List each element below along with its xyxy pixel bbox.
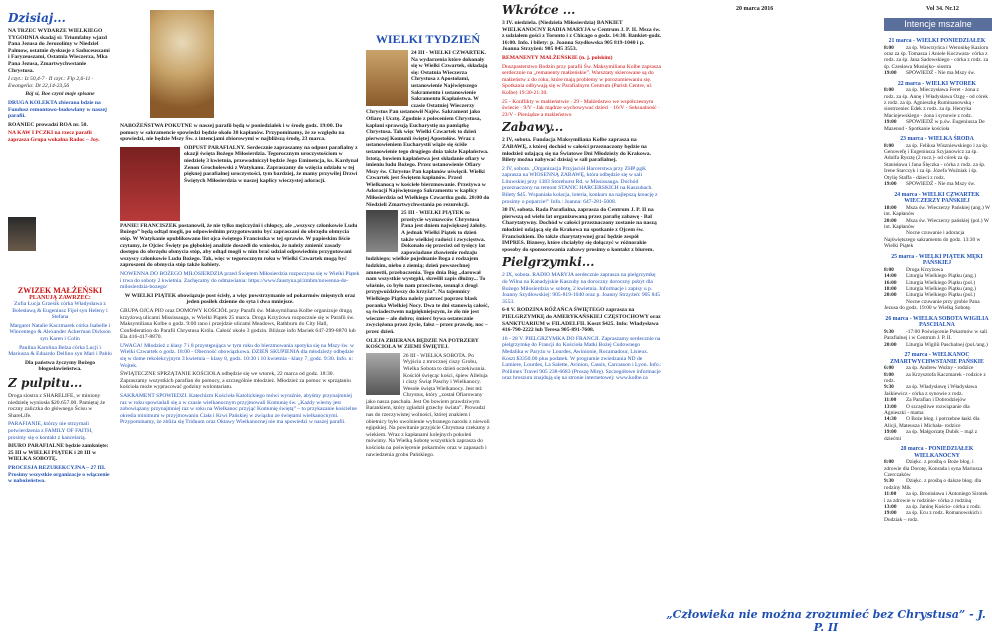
intencje-time: 11:00 bbox=[884, 491, 897, 498]
pielgrzymki-p2: 6-8 V. RODZINA RÓŻAŃCA ŚWIĘTEGO zaprasza na PIELGRZYMKĘ do AMERYKAŃSKIEJ CZĘSTOCHOWY oraz SANKTUARIUM w FILADELFII. Koszt $425. Info: Władysława 416-790-2222 lub Teresa 905-891-7608. bbox=[502, 307, 661, 334]
uwaga: UWAGA! Młodzież z klasy 7 i 8 przystępująca w tym roku do bierzmowania spotyka się na Mszy św. w Wielki Czwartek o godz. 18:00 - Obecność obowiązkowa. DZIEŃ SKUPIENIA dla młodzieży odbędzie się w dome rekolekcyjnym 3 kwietnia – klasy 8, godz. 10:30 i 10 kwietnia - klasy 7, godz. 9:30. Info. u: Wojtek. bbox=[120, 342, 355, 369]
intencje-text: za śp. Władysławę i Władysława Jaśkiewicz - córka z synowie z rodz. bbox=[884, 384, 977, 397]
intencje-row bbox=[884, 70, 990, 76]
intencje-text: za śp. Małgorzatę Dubik – mąż z dziećmi bbox=[884, 429, 978, 442]
wielki-czwartek: 24 III - WIELKI CZWARTEK. Na wydarzenia które dokonały się w Wielki Czwartek, składają się: Ostatnia Wieczerza Chrystusa z Apostołami, ustanowienie Najświętszego Sakramentu i ustanowienie Sakramentu Kapłaństwa. W czasie Ostatniej Wieczerzy Chrystus Pan ustanowił Najśw. Sakrament jako Ofiarę i Ucztę. Zgodnie z poleceniem Chrystusa, kapłani sprawują Eucharystię na pamiątkę Chrystusa. Tak więc Wielki Czwartek to dzień pierwszej Komunii świętej Apostołów. Wraz z ustanowieniem Eucharystii wiąże się ściśle ustanowienie tego drugiego dnia także Kapłaństwa. Istotą, bowiem kapłaństwa jest składanie ofiary w imieniu ludu Bożego. Przez ustanowienie Ofiary Mszy św. Chrystus Pan kapłanów uświęcił. Wielki Czwartek jest Świętem kapłanów. Przed Wielkanocą w kościele bierzmowanie. Przeżywa w Adoracji Najświętszego Sakramentu w kaplicy Miłosierdzia od Wielkiego Czwartku godz. 20:00 do Niedzieli Zmartwychwstania po rezurekcji. bbox=[366, 50, 490, 208]
intencje-time: 8:00 bbox=[884, 459, 894, 466]
zwiazek-closing: Dla państwa życzymy Bożego błogosławieństwa. bbox=[24, 359, 96, 373]
pielgrzymki-p1: 2 IX, sobota. RADIO MARYJA serdecznie zaprasza na pielgrzymkę do Wilna na Kanadyjskie Kaszuby na doroczny doroczny pobyt dla Bożego Miłosierdzia w sobotę, 2 kwietnia. Informacje i zapisy u p. Joanny Szydłowskiej: 905-819-1040 oraz p. Joanny Strzyżeń: 905 845 3553. bbox=[502, 272, 660, 305]
intencje-text: O Boże błog. i potrzebne łaski dla Alicji, Mateusza i Michała- rodzice bbox=[884, 416, 980, 429]
intencje-day-heading: 24 marca - WIELKI CZWARTEK WIECZERZY PAŃSKIEJ bbox=[894, 191, 980, 205]
dzisiaj-lead: NA TRZEC WYDARZE WIELKIEGO TYGODNIA skadaj si: Triumfalny wjazd Pana Jezusa do Jerozolimy w Niedziel Palmow, ostatnie dyskusje z Saduceuszami i Faryzeuszami, Ostatnia Wieczerza, Mka Pana Jezusa, Zmartwychwstanie Chrystusa. bbox=[8, 28, 110, 74]
wkrotce-title: Wkrótce ... bbox=[502, 4, 576, 17]
tomb-image bbox=[366, 353, 400, 395]
intencje-row bbox=[884, 416, 990, 429]
wkrotce-bankiet: 3 IV. niedziela. (Niedziela Miłosierdzia) BANKIET WIELKANOCNY RADIA MARYJA w Centrum J. P. II. Msza św. z udziałem gości z Toronto i z Chicago o godz. 14:30. Bankiet-godz. 16:00. Info. i bilety: p. Joanna Szydłowska 905 819-1040 i p. Joanna Strzyżeń: 905 845 3553. bbox=[502, 20, 662, 53]
intencje-row bbox=[884, 384, 990, 397]
intencje-row bbox=[884, 299, 990, 312]
intencje-text: za śp. Ecu z rodz. Romanowskich i Dudziak – rodz. bbox=[884, 510, 982, 523]
intencje-time: 8:00 bbox=[884, 266, 894, 273]
intencje-text: za śp. Wawrzyńca i Weronikę Kazioru oraz za śp. Tomasza i Aniele Koczwara- córka z rodz. za śp. Jana Sadowskiego - córka z rodz. za śp. Czesława Musiejko- siostra bbox=[884, 44, 989, 70]
cardinal-photo bbox=[120, 147, 180, 221]
odpust: ODPUST PARAFIALNY. Serdecznie zapraszamy na odpust parafialny z okazji święta Bożego Miłosierdzia. Tegorocznym uroczystościom w niedzielę 3 kwietnia, przewodniczył będzie Jego Eminencja, ks. Kardynał Zenon Grocholewski z Watykanu. Zapraszamy do wzięcia udziału w tej pięknej parafialnej uroczystości, tym bardziej, że mamy przywilej Drzwi Świętych Miłosierdzia w naszej kaplicy wieczystej adoracji. bbox=[184, 144, 359, 184]
remanenty-dates: 25 - Konflikty w małżeństwie · 29 - Małżeństwo we współczesnym świecie · 9/V - Jak mądrze wychowywać dzieci · 16/V - Seksualność · 23/V - Pieniądze a małżeństwo bbox=[502, 98, 660, 118]
zwiazek-title: ZWIZEK MAŁŻEŃSKI bbox=[17, 285, 103, 295]
couple-2: Margaret Natalie Kaczmarek córka Isabelle i Wincentego & Alexander Ackerman Dickson syn Karen i Colin bbox=[9, 322, 111, 343]
intencje-time: 6:00 bbox=[884, 365, 894, 372]
intencje-time: 19:00 bbox=[884, 119, 897, 126]
zpulpitu-p4: PROCESJA REZUREKCYJNA – 27 III. Prosimy wszystkie organizacje o włączenie w nabożeństwo. bbox=[8, 464, 110, 485]
zabawy-p3: 30 IV, sobota. Rada Parafialna, zaprasza do Centrum J. P. II na pierwszą od wielu lat organizowaną przez parafię zabawę - Bal Charytatywny. Dochód w całości przeznaczony zostanie na naszą młodzież udającą się do Krakowa na spotkanie z Ojcem św. Franciszkiem. Do także charytatywnej grać będzie zespół IMPRES. Biznesy, które chciałyby się dołączyć w różnorakie sposoby do sponsorowania zabawy prosimy o kontakt z biurem. bbox=[502, 207, 657, 253]
intencje-text: -17:00 Poświęcenie Pokarmów w sali Parafialnej i w Centrum J. P. II. bbox=[884, 328, 988, 342]
olej: OLEJA ZBIERANA BĘDZIE NA POTRZEBY KOŚCIOŁA W ZIEMI ŚWIĘTEJ. bbox=[366, 337, 479, 351]
right-page bbox=[496, 0, 992, 642]
intencje-row bbox=[884, 119, 990, 132]
intencje-text: SPOWIEDŹ w p.św. Eugeniusza De Mazenod - Spotkanie kościoła bbox=[884, 119, 985, 132]
zpulpitu-p1: Droga siostra z SHARELIFE, w miniony niedzielę wyniosła $20.657.00. Pamiętaj że roczny zaliczka do głównego Ścisu w ShareLife. bbox=[8, 393, 106, 419]
intencje-time: 19:00 bbox=[884, 510, 897, 517]
intencje-row bbox=[884, 218, 990, 231]
dzisiaj-title: Dzisiaj... bbox=[8, 12, 66, 25]
wielka-sobota: 26 III - WIELKA SOBOTA. Po Wyjściu z mrocznej ciszy Grobu, Wielka Sobota to dzień oczekiwania. Kościół święcąc kości, śpiew Alleluja i ciszy Świąt Paschy i Wielkanocy. Wesołe święta Wielkanocy. Jest też Chrystus, który „został Ofiarowany jako nasza paschała. Jest On bowiem prawdziwym Barankiem, który zgładził grzechy świata”. Prowadzi nas do rzeczywistej wolności, której znakiem i obietnicy było uwolnienie wybranego narodu z niewoli egipskiej. Na powitanie przyjście Chrystusa czekamy z wiekiem. Wraz z kapłanami kolejnych pokoleń mówimy. Na Wielką Sobotę wszystkich zaprasza do kościoła na poświęcenie pokarmów oraz w zapasach i nawiedzenia grobu Pańskiego. bbox=[366, 352, 490, 458]
intencje-text: Nocne czuwanie przy grobie Pana Jezusa do godz. 19:00 w Wielką Sobotę. bbox=[884, 298, 980, 312]
issue-volume: Vol 34. Nr.12 bbox=[926, 6, 959, 12]
dzisiaj-column bbox=[8, 12, 112, 636]
intencje-text: Dziękc. z prośbą o dalsze błog. dla rodziny Mik bbox=[884, 478, 982, 491]
intencje-day-heading: 27 marca - WIELKANOC ZMARTWYCHWSTANIE PAŃSKIE bbox=[890, 351, 984, 365]
intencje-text: Za Parafian i Dobrodziejów bbox=[906, 397, 967, 404]
intencje-time: 14:30 bbox=[884, 416, 897, 423]
intencje-time: 19:00 bbox=[884, 70, 897, 77]
intencje-time: 19:00 bbox=[884, 429, 897, 436]
intencje-band: Intencje mszalne bbox=[884, 18, 992, 31]
intencje-row bbox=[884, 342, 990, 348]
intencje-day-heading: 21 marca - WIELKI PONIEDZIAŁEK bbox=[888, 38, 986, 44]
announcements-column bbox=[120, 10, 360, 636]
intencje-row bbox=[884, 230, 990, 249]
intencje-time: 20:00 bbox=[884, 292, 897, 299]
intencje-row bbox=[884, 181, 990, 187]
zpulpitu-p3: BIURO PARAFIALNE będzie zamknięte: 25 III w WIELKI PIĄTEK i 28 III w WIELKA SOBOTĘ. bbox=[8, 443, 109, 463]
wielki-piatek: 25 III - WIELKI PIĄTEK to przeżycie wyznawców Chrystusa Pana jest dniem największej żałoby. A jednak Wielki Piątek to dzień także wielkiej radości i zwycięstwa. Dokonało się przecież od tysięcy lat zapowiadane zbawienie rodzaju ludzkiego; wielkie pojednanie Boga z rodzajem ludzkim, niebo z ziemią; dzień powszechnej amnestii, przebaczenia. Tego dnia Bóg „darował nam wszystkie występki, skreślił zapis dłużny... To właśnie, co było nam przeciwne, usunął z drogi przygwoździwszy do krzyża”. Na tajemnicy Wielkiego Piątku należy patrzeć poprzez blask poranka Wielkiej Nocy. Dwa te dni stanowią całość, są świadectwem najpiękniejszym, że zło nie jest wieczne – ale dobro; śmierć bywa ostatecznie zwyciężona przez życie, fałsz – przez prawdę, noc – przez dzień. bbox=[366, 210, 490, 335]
dzisiaj-quote: Bój si, Boe czyni moje spisane bbox=[25, 91, 95, 98]
zabawy-p2: 2 IV, sobota. „Organizacja Przyjaciół Harcerstwa przy ZHP pgK zaprasza na WIOSENNĄ ZABAWĘ, która odbędzie się w sali Lituwskiej przy 1383 Storehurst Rd. w Mississauga. Dochód przeznaczony na remont STANIC HARCERSKICH na Kaszubach. Bilety $45. Wspaniała kolacja, loteria, konkurs na najlepszą kreację z prosimy o poparcie!” Info.: Joanna: 647-281-5008. bbox=[502, 165, 658, 205]
rozaniec: ROANIEC prowadzi ROA nr. 50. bbox=[8, 121, 88, 128]
intencje-text: O szczęśliwe rozwiązanie dla Agnieszki - mama bbox=[884, 403, 970, 416]
wielki-piatek-post: W WIELKI PIĄTEK obowiązuje post ścisły, a więc powstrzymanie od pokarmów mięsnych oraz jeden posiłek dzienne do syta i dwa mniejsze. bbox=[124, 292, 356, 306]
intencje-time: 8:00 bbox=[884, 371, 894, 378]
intencje-text: SPOWIEDŹ - Nie ma Mszy św. bbox=[906, 70, 976, 77]
intencje-time: 16:00 bbox=[884, 279, 897, 286]
intencje-text: za Krzysztofa Kaczmarek - rodzice z rodz. bbox=[884, 371, 986, 384]
intencje-time: 13:00 bbox=[884, 504, 897, 511]
intencje-time: 8:00 bbox=[884, 44, 894, 51]
intencje-row bbox=[884, 205, 990, 218]
nowenna: NOWENNA DO BOŻEGO MIŁOSIERDZIA przed Świętem Miłosierdzia rozpoczyna się w Wielki Piątek i trwa do soboty 2 kwietnia. Zachęcamy do odmawiania: https://www.faustyna.pl/zmbm/nowenna-do-milosierdzia-bozego/ bbox=[120, 270, 360, 291]
intencje-text: Nocne czuwanie i adoracja Najświętszego sakramentu do godz. 13:30 w Wielki Piątek bbox=[884, 230, 981, 250]
intencje-row bbox=[884, 329, 990, 342]
intencje-text: SPOWIEDŹ - Nie ma Mszy św. bbox=[906, 181, 976, 188]
sprzatanie: ŚWIĄTECZNE SPRZĄTANIE KOŚCIOŁA odbędzie się we wtorek, 22 marca od godz. 18:30. Zapraszamy wszystkich parafian do pomocy, a szczególnie młodzież. Młodzież za pomoc w sprzątaniu kościoła może wypracować godziny wolontariatu. bbox=[120, 371, 351, 391]
wielki-tydzien-column bbox=[366, 10, 490, 636]
intencje-text: Liturgia Wielkiego Piątku (pol.) bbox=[906, 292, 976, 299]
druga-kolekta: DRUGA KOLEKTA zbierana bdzie na Fundusz remontowo-budowlany w naszej parafii. bbox=[8, 99, 107, 120]
intencje-text: za śp. Mieczysława Feret - żona z rodz. za śp. Annę i Władysława Ozgę - od córek z rodz. za śp. Agnieszkę Ruminanowską - siostrzeniec Edek z rodz. za śp. Henryka Maciejewskiego - żona i synowie z rodz. bbox=[884, 87, 988, 119]
couple-3: Paulina Karolina Belza córka Lucji i Mariusza & Eduardo Dellino syn Mari i Pablo bbox=[8, 344, 112, 358]
intencje-row bbox=[884, 143, 990, 181]
issue-date: 20 marca 2016 bbox=[736, 6, 774, 12]
intencje-day-heading: 26 marca - WIELKA SOBOTA WIGILIA PASCHALNA bbox=[885, 315, 989, 329]
intencje-time: 13:00 bbox=[884, 403, 897, 410]
remanenty-text: Duszpasterstwo Rodzin przy parafii Św. Maksymiliana Kolbe zaprasza serdecznie na „remanenty małżeńskie”. Warsztaty skierowane są do małżeństw z do roku, które mają problemy w porozumiewaniu się. Spotkania odbywają się w Parafialnym Centrum (Parish Centre, ul. Kolbe) 19:30-21:30. bbox=[502, 63, 662, 96]
intencje-time: 20:00 bbox=[884, 341, 897, 348]
intencje-time: 9:30 bbox=[884, 328, 894, 335]
intencje-time: 19:00 bbox=[884, 181, 897, 188]
couple-1: Zofia Łucja Grzesik córka Władysława z Bolesławą & Eugeniusz Fijoł syn Heleny i Stefana bbox=[12, 301, 108, 321]
dzisiaj-readings: I czyt.: Iz 50,4-7 · II czyt.: Flp 2,6-11 · Ewangelia: Dt 22,14-23,56 bbox=[8, 76, 94, 89]
intencje-text: Msza św. Wieczerzy pańskiej (pol.) W int. Kapłanów bbox=[884, 217, 989, 230]
intencje-day-heading: 23 marca - WIELKA ŚRODA bbox=[900, 136, 974, 143]
jp2-quote: „Człowieka nie można zrozumieć bez Chrystusa” - J. P. II bbox=[666, 608, 986, 634]
intencje-time: 11:00 bbox=[884, 397, 897, 404]
intencje-text: za śp. Andrew Woźny - rodzice bbox=[906, 365, 974, 372]
intencje-row bbox=[884, 87, 990, 119]
intencje-row bbox=[884, 491, 990, 504]
zpulpitu-p2: PARAFIANIE, którzy nie otrzymali potwierdzenia z FAMILY OF FAITH, prosimy się o kontakt z kancelarią. bbox=[8, 421, 93, 441]
franciszek: PANIE! FRANCISZEK postanowił, że nie tylko mężczyźni i chłopcy, ale „wszyscy członkowie Ludu Bożego” będą odtąd mogli, po odpowiednim przygotowaniu być zapraszani do obrzędu obmycia stóp. W Watykanie opublikowano list ojca świętego Franciszka w tej sprawie. W papieskim liście czytamy, że Ojciec Święty po głębokiej analizie doszedł do wniosku, że należy zmienić zasady dostępu do obrzędu obmycia stóp, aby odtąd mogli w nim brać udział odpowiednio przygotowani wszyscy członkowie Ludu Bożego. Tak, więc w tegorocznym roku w Wielki Czwartek mogą być zaproszeni do obmycia stóp także kobiety. bbox=[120, 222, 358, 269]
intencje-day-heading: 25 marca - WIELKI PIĄTEK MĘKI PAŃSKIEJ bbox=[891, 253, 983, 267]
intencje-text: za śp. Feliksa Wiszniewskiego i za śp. Genowefę i Eugeniusza Szyjanowicz za śp. Adolfa Rysztę (2 rocz.)- od córek za śp. Stanisława i Jana Ślęczka - córka z rodz. za śp. Irene Starczyk i za śp. Józefa Woźniak i śp. Otylię Staffa - dzieci z rodz. bbox=[884, 142, 989, 181]
intencje-text: Liturgia Wielkiego Piątku (ang.) bbox=[906, 285, 976, 292]
pielgrzymki-title: Pielgrzymki... bbox=[502, 255, 595, 270]
intencje-row bbox=[884, 478, 990, 491]
intencje-column bbox=[884, 34, 990, 604]
intencje-time: 9:30 bbox=[884, 384, 894, 391]
intencje-text: za śp. Bronisława i Antoniego Sirotek i za zdrowie w rodzinie- córka z rodziną bbox=[884, 491, 988, 504]
remanenty-title: REMANENTY MAŁŻEŃSKIE (n. j. polskim) bbox=[502, 54, 613, 61]
sakrament-spowiedzi: SAKRAMENT SPOWIEDZI. Katechizm Kościoła Katolickiego mówi wyraźnie, abyśmy przynajmniej raz w roku spowiadali się a w czasie wielkanocnym przyjmowali Komunię św. „Każdy wierny jest zobowiązany przynajmniej raz w roku na Wielkanoc przyjąć Komunię świętą” – to przykazanie kościelne określa minimum w przyjmowaniu Ciała i Krwi Pańskiej w związku ze świętami wielkanocnymi. Przypominamy, że zbliża się Triduum oraz Oktawy Wielkanocnej nie ma spowiedzi w naszej parafii. bbox=[120, 393, 357, 426]
intencje-row bbox=[884, 372, 990, 385]
intencje-time: 8:00 bbox=[884, 142, 894, 149]
intencje-time: 18:00 bbox=[884, 204, 897, 211]
intencje-text: za śp. Janinę Kościo- córka z rodz. bbox=[906, 504, 982, 511]
intencje-text: Droga Krzyżowa bbox=[906, 266, 943, 273]
intencje-text: Liturgia Wigilii Paschalnej (pol./ang.) bbox=[906, 341, 988, 348]
intencje-text: Liturgia Wielkiego Piątku (ang.) bbox=[906, 273, 976, 280]
intencje-time: 20:00 bbox=[884, 217, 897, 224]
zpulpitu-title: Z pulpitu... bbox=[8, 376, 83, 391]
intencje-time: 9:30 bbox=[884, 478, 894, 485]
intencje-row bbox=[884, 404, 990, 417]
intencje-text: Msza św. Wieczerzy Pańskiej (ang.) W int. Kapłanów bbox=[884, 204, 990, 218]
nun-photo bbox=[8, 217, 36, 251]
wkrotce-column bbox=[502, 4, 662, 636]
last-supper-image bbox=[366, 50, 408, 106]
cross-image bbox=[366, 210, 398, 252]
intencje-row bbox=[884, 429, 990, 442]
intencje-time: 18:00 bbox=[884, 285, 897, 292]
intencje-time: 14:00 bbox=[884, 273, 897, 280]
pokutne: NABOŻEŃSTWA POKUTNE w naszej parafii będą w poniedziałek i w środę godz. 19:00. Do pomocy w sakramencie spowiedzi będzie około 30 kapłanów. Przypominamy, że ze względu na spowiedzi, nie będzie Mszy Św. z intencjami zbiorowymi w najbliższą środę, 23 marca. bbox=[120, 123, 345, 143]
zabawy-p1: 2 IV, sobota. Fundacja Maksymiliana Kolbe zaprasza na ZABAWĘ, z której dochód w całości przeznaczony będzie na młodzież udającą się na Światowe Dni Młodzieży do Krakowa. Bilety można nabywać dzisiaj w sali parafialnej. bbox=[502, 137, 652, 164]
intencje-text: Liturgia Wielkiego Piątku (pol.) bbox=[906, 279, 976, 286]
zabawy-title: Zabawy... bbox=[502, 120, 564, 135]
grupa-pio: GRUPA OJCA PIO oraz DOMOWY KOŚCIÓŁ przy Parafii św. Maksymiliana Kolbe organizuje drugą krzyżową ulicami Mississauga, w Wielki Piątek 25 marca. Droga Krzyżowa rozpocznie się w Parafii św. Maksymiliana Kolbe o godz. 9:00 rano i przejdzie ulicami Meadows, Rathburn do City Hall, Confederation do Parafii Chrystusa Króla. Całość około 3 godzin. Bliższe info Maciek 647-299-8870 lub Ela 416-417-8870. bbox=[120, 307, 356, 341]
pielgrzymki-p3: 16 - 28 V. PIELGRZYMKA DO FRANCJI. Zapraszamy serdecznie na pielgrzymkę do Francji do Kościoła Matki Bożej Cudownego Medalika w Paryżu w Lourdes, Awinionie, Rocamadour, Lisieux. Koszt $3350.00 plus podatek. W programie zwiedzania ND de Lumiere, Lourdes, La Salette, Avinion, Cassis, Carcasson i Lyon. Info.: Pollimex Travel 905 238-6683 (Proszę Mirę). Szczegółowe informacje oraz broszura znajdują się na stronie internetowej: www.kolbe.ca bbox=[502, 335, 662, 382]
kawe-paczki: NA KAW I PCZKI na rzecz parafii zaprasza Grupa wokalna Radoc – Joy. bbox=[8, 130, 100, 143]
intencje-row bbox=[884, 510, 990, 523]
intencje-time: 8:00 bbox=[884, 87, 894, 94]
intencje-text: Dziękc. z prośbą o Boże błog. i zdrowie dla Dorotę, Konrada i syna Mariusza Czerczaków bbox=[884, 459, 983, 479]
wielki-title: WIELKI TYDZIEŃ bbox=[375, 32, 481, 46]
intencje-row bbox=[884, 459, 990, 478]
intencje-row bbox=[884, 45, 990, 71]
intencje-day-heading: 28 marca - PONIEDZIAŁEK WIELKANOCNY bbox=[900, 446, 974, 459]
intencje-day-heading: 22 marca - WIELKI WTOREK bbox=[897, 80, 977, 87]
zwiazek-subtitle: PLANUJĄ ZAWRZEĆ: bbox=[29, 294, 91, 301]
mercy-image bbox=[150, 10, 214, 118]
